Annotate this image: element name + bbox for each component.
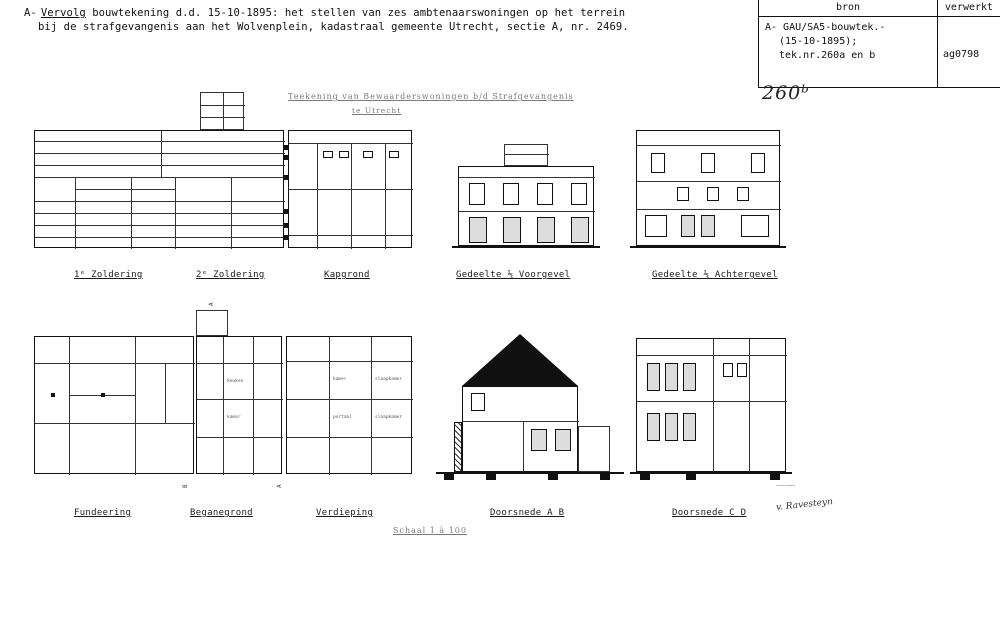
- drawing-number-handwritten: 260ᵇ: [762, 82, 810, 104]
- sheet-scale-note: Schaal 1 à 100: [393, 526, 467, 535]
- room-label-slaapkamer-1: slaapkamer: [375, 377, 403, 382]
- drawing-elevation-achtergevel: [636, 130, 780, 246]
- drawing-elevation-voorgevel-baseline: [452, 246, 600, 248]
- header-line-2: bij de strafgevangenis aan het Wolvenplein, kadastraal gemeente Utrecht, sectie A, nr. 2469.: [38, 21, 629, 33]
- drawing-plan-beganegrond: [196, 336, 282, 474]
- room-label-keuken: keuken: [227, 379, 244, 384]
- caption-doorsnede-ab: Doorsnede A B: [490, 508, 565, 518]
- section-cd-ground-line: [630, 472, 792, 474]
- caption-gedeelte-voorgevel: Gedeelte ⅓ Voorgevel: [456, 270, 571, 280]
- signature-note: ~~~~~~~: [776, 484, 795, 489]
- section-ab-wall-hatch: [454, 422, 462, 472]
- sheet-title-line-2: te Utrecht: [352, 106, 402, 115]
- section-marker-a-bottom: A: [276, 484, 283, 488]
- column-header-bron: bron: [835, 2, 861, 13]
- drawing-plan-verdieping: [286, 336, 412, 474]
- section-ab-footing-3: [548, 472, 558, 480]
- registration-processed-code: ag0798: [943, 49, 980, 60]
- section-cd-footing-2: [686, 472, 696, 480]
- architect-signature: v. Ravesteyn: [775, 497, 834, 513]
- room-label-slaapkamer-2: slaapkamer: [375, 415, 403, 420]
- caption-begane-grond: Beganegrond: [190, 508, 253, 518]
- section-ab-dimension-note: .: [524, 338, 527, 343]
- section-marker-a-top: A: [208, 302, 215, 306]
- section-marker-b: B: [182, 484, 189, 488]
- section-cd-footing-3: [770, 472, 780, 480]
- caption-doorsnede-cd: Doorsnede C D: [672, 508, 747, 518]
- caption-tweede-zoldering: 2ᵉ Zoldering: [196, 270, 265, 280]
- caption-verdieping: Verdieping: [316, 508, 374, 518]
- drawing-elevation-voorgevel-dormer: [504, 144, 548, 166]
- header-prefix: A-: [24, 7, 37, 19]
- header-line-1: [24, 6, 744, 20]
- section-ab-ground-line: [436, 472, 624, 474]
- room-label-portaal: portaal: [333, 415, 352, 420]
- registration-source-line-3: tek.nr.260a en b: [779, 50, 876, 61]
- sheet-title-line-1: Teekening van Bewaarderswoningen b/d Strafgevangenis: [288, 92, 574, 101]
- architectural-drawing-sheet: [0, 48, 1000, 625]
- drawing-plan-eerste-zoldering: [34, 130, 284, 248]
- registration-table-header: [759, 0, 1000, 17]
- column-header-verwerkt: verwerkt: [944, 2, 994, 13]
- drawing-section-ab: [440, 334, 620, 474]
- caption-kapgrond: Kapgrond: [324, 270, 370, 280]
- drawing-plan-beganegrond-annex: [196, 310, 228, 336]
- header-title-underlined: Vervolg: [40, 7, 86, 19]
- section-ab-roof: [462, 334, 578, 386]
- drawing-elevation-achtergevel-baseline: [630, 246, 786, 248]
- header-line-1-rest: bouwtekening d.d. 15-10-1895: het stellen van zes ambtenaarswoningen op het terrein: [85, 7, 626, 19]
- header-description: [24, 6, 744, 34]
- drawing-detail-chimney: [200, 92, 244, 130]
- room-label-kamer-1: kamer: [227, 415, 241, 420]
- section-ab-footing-1: [444, 472, 454, 480]
- registration-source-line-1: A- GAU/SA5-bouwtek.-: [765, 22, 886, 33]
- caption-eerste-zoldering: 1ᵉ Zoldering: [74, 270, 143, 280]
- drawing-elevation-voorgevel: [458, 166, 594, 246]
- section-cd-footing-1: [640, 472, 650, 480]
- section-ab-footing-4: [600, 472, 610, 480]
- section-ab-footing-2: [486, 472, 496, 480]
- registration-source-line-2: (15-10-1895);: [779, 36, 858, 47]
- drawing-plan-fundeering: [34, 336, 194, 474]
- drawing-plan-tweede-zoldering: [288, 130, 412, 248]
- section-ab-annex: [578, 426, 610, 472]
- room-label-kamer-2: kamer: [333, 377, 347, 382]
- section-ab-body: [462, 386, 578, 472]
- drawing-section-cd: [636, 338, 786, 472]
- caption-gedeelte-achtergevel: Gedeelte ⅓ Achtergevel: [652, 270, 778, 280]
- caption-fundeering: Fundeering: [74, 508, 132, 518]
